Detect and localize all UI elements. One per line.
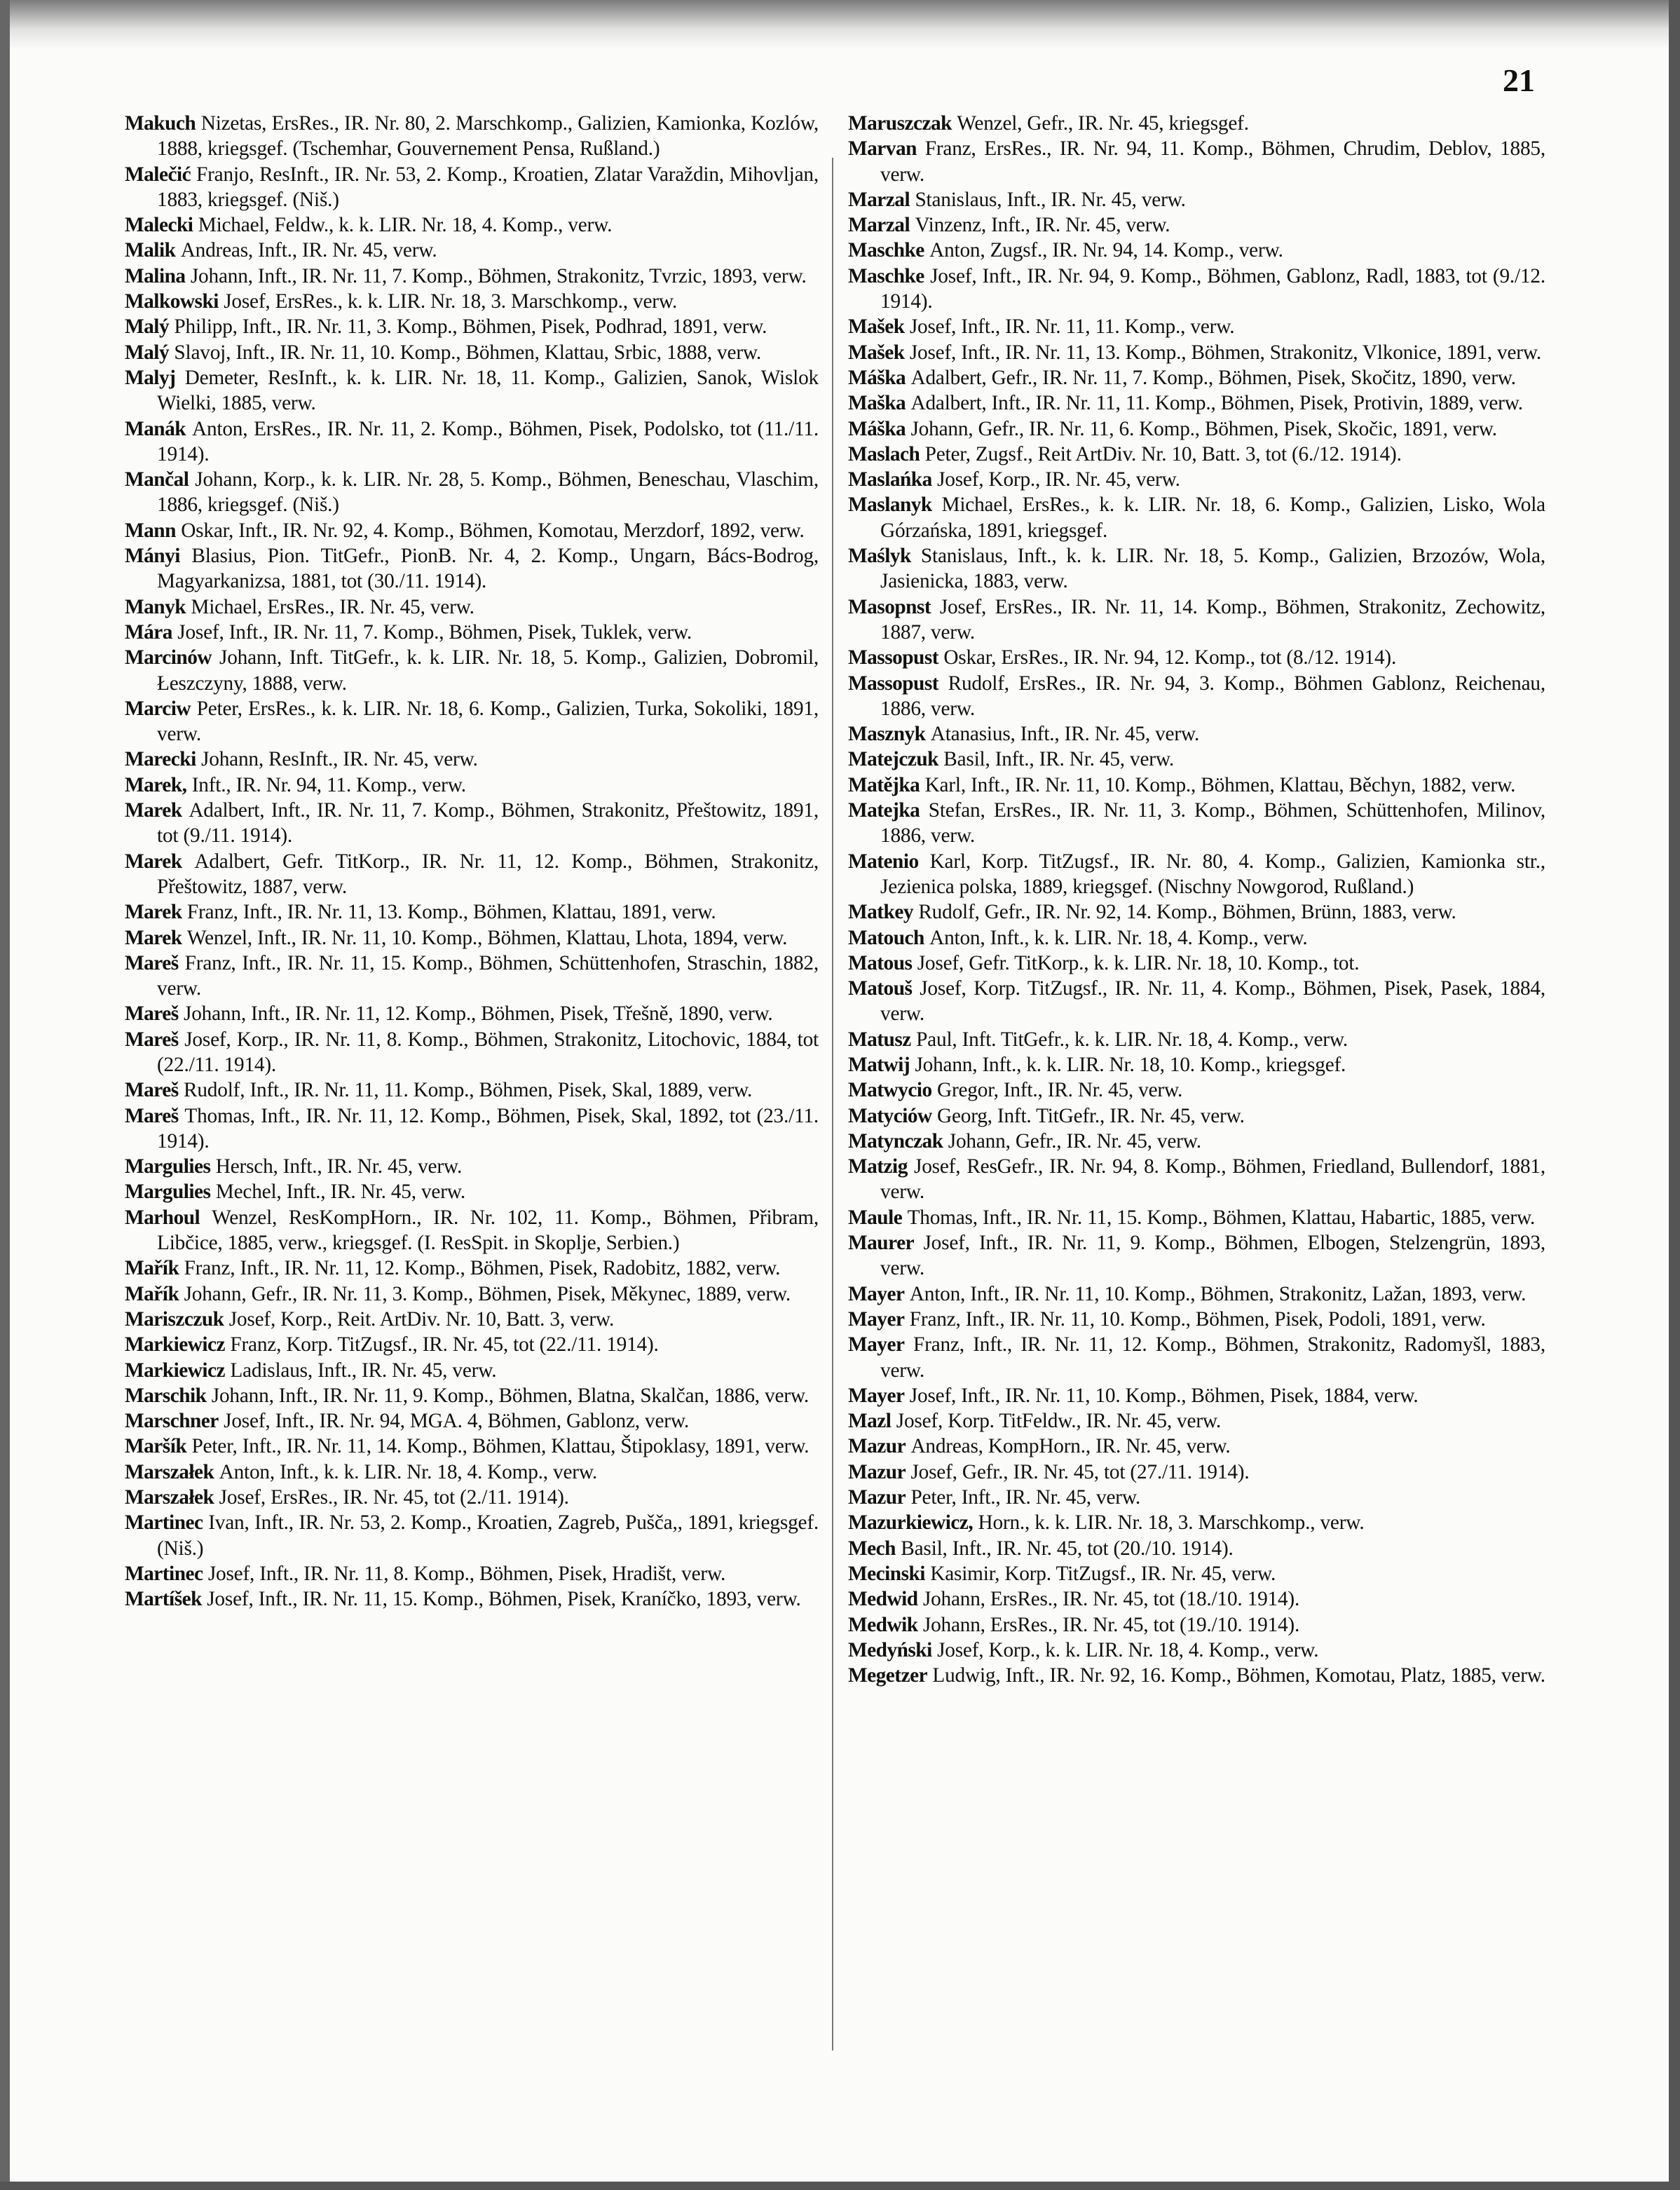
list-item — [125, 798, 819, 849]
list-item — [848, 1434, 1545, 1459]
entry-details: Franjo, ResInft., IR. Nr. 53, 2. Komp., Kroatien, Zlatar Varaždin, Mihovljan, 1883, kriegsgef. (Niš.) — [157, 163, 819, 211]
entry-details: Stanislaus, Inft., k. k. LIR. Nr. 18, 5. Komp., Galizien, Brzozów, Wola, Jasienicka, 1883, verw. — [880, 545, 1545, 593]
list-item — [125, 162, 819, 213]
entry-details: Thomas, Inft., IR. Nr. 11, 15. Komp., Böhmen, Klattau, Habartic, 1885, verw. — [907, 1206, 1536, 1229]
list-item — [848, 951, 1545, 976]
list-item — [848, 136, 1545, 187]
entry-details: Slavoj, Inft., IR. Nr. 11, 10. Komp., Böhmen, Klattau, Srbic, 1888, verw. — [174, 341, 762, 364]
list-item — [848, 721, 1545, 747]
entry-surname: Marek — [125, 850, 182, 873]
list-item — [848, 594, 1545, 646]
list-item — [848, 1460, 1545, 1485]
entry-surname: Mára — [125, 620, 172, 644]
left-column — [125, 111, 819, 1612]
entry-details: Ivan, Inft., IR. Nr. 53, 2. Komp., Kroatien, Zagreb, Pušča,, 1891, kriegsgef. (Niš.) — [157, 1511, 819, 1560]
entry-surname: Manák — [125, 417, 186, 440]
list-item — [848, 1485, 1545, 1510]
entry-surname: Markiewicz — [125, 1333, 226, 1356]
entry-surname: Matwycio — [848, 1079, 932, 1102]
list-item — [125, 467, 819, 518]
list-item — [848, 1536, 1545, 1561]
list-item — [848, 773, 1545, 798]
entry-details: Karl, Inft., IR. Nr. 11, 10. Komp., Böhmen, Klattau, Běchyn, 1882, verw. — [924, 773, 1516, 796]
entry-surname: Malina — [125, 264, 186, 287]
entry-details: Michael, ErsRes., IR. Nr. 45, verw. — [191, 595, 474, 618]
entry-details: Josef, Inft., IR. Nr. 11, 8. Komp., Böhmen, Pisek, Hradišt, verw. — [207, 1562, 726, 1585]
entry-surname: Marzal — [848, 188, 910, 211]
entry-surname: Matwij — [848, 1053, 910, 1076]
entry-surname: Marcinów — [125, 646, 212, 669]
list-item — [125, 238, 819, 263]
entry-details: Nizetas, ErsRes., IR. Nr. 80, 2. Marschkomp., Galizien, Kamionka, Kozlów, 1888, kriegsgef. (Tschemhar, Gouvernement Pensa, Rußland.) — [157, 112, 819, 161]
entry-details: Franz, Inft., IR. Nr. 11, 12. Komp., Böhmen, Strakonitz, Radomyšl, 1883, verw. — [880, 1333, 1546, 1382]
entry-surname: Matouch — [848, 926, 924, 949]
entry-details: Johann, Inft., IR. Nr. 11, 9. Komp., Böhmen, Blatna, Skalčan, 1886, verw. — [211, 1384, 810, 1407]
entry-surname: Malečić — [125, 163, 191, 186]
entry-surname: Mazur — [848, 1435, 906, 1458]
list-item — [848, 467, 1545, 492]
entry-details: Adalbert, Gefr. TitKorp., IR. Nr. 11, 12. Komp., Böhmen, Strakonitz, Přeštowitz, 1887, verw. — [157, 850, 819, 898]
entry-details: Josef, Korp. TitZugsf., IR. Nr. 11, 4. Komp., Böhmen, Pisek, Pasek, 1884, verw. — [880, 977, 1545, 1026]
entry-surname: Mařík — [125, 1282, 179, 1305]
entry-details: Oskar, Inft., IR. Nr. 92, 4. Komp., Böhmen, Komotau, Merzdorf, 1892, verw. — [181, 519, 805, 542]
list-item — [848, 671, 1545, 722]
entry-surname: Matkey — [848, 901, 914, 924]
entry-surname: Matynczak — [848, 1129, 943, 1152]
entry-surname: Malecki — [125, 214, 193, 237]
entry-details: Josef, Inft., IR. Nr. 11, 7. Komp., Böhmen, Pisek, Tuklek, verw. — [177, 620, 692, 644]
entry-surname: Maślyk — [848, 545, 911, 568]
right-column — [848, 111, 1545, 1688]
page-left-edge — [0, 0, 10, 2190]
list-item — [125, 518, 819, 543]
list-item — [848, 1077, 1545, 1103]
entry-details: Josef, Inft., IR. Nr. 94, MGA. 4, Böhmen, Gablonz, verw. — [224, 1410, 690, 1433]
entry-details: Franz, Korp. TitZugsf., IR. Nr. 45, tot (22./11. 1914). — [230, 1333, 659, 1356]
entry-surname: Maule — [848, 1206, 903, 1229]
list-item — [848, 1561, 1545, 1586]
entry-details: Adalbert, Gefr., IR. Nr. 11, 7. Komp., Böhmen, Pisek, Skočitz, 1890, verw. — [910, 366, 1516, 389]
list-item — [848, 390, 1545, 416]
entry-details: Johann, Inft., k. k. LIR. Nr. 18, 10. Komp., kriegsgef. — [915, 1053, 1346, 1076]
entry-details: Josef, Inft., IR. Nr. 11, 9. Komp., Böhmen, Elbogen, Stelzengrün, 1893, verw. — [880, 1232, 1545, 1280]
entry-details: Basil, Inft., IR. Nr. 45, verw. — [943, 748, 1175, 771]
list-item — [125, 365, 819, 416]
entry-surname: Malyj — [125, 366, 176, 389]
entry-details: Andreas, KompHorn., IR. Nr. 45, verw. — [910, 1435, 1231, 1458]
entry-surname: Medyński — [848, 1638, 932, 1661]
entry-surname: Masopnst — [848, 595, 931, 618]
entry-details: Josef, ErsRes., IR. Nr. 45, tot (2./11. 1914). — [219, 1486, 569, 1509]
list-item — [848, 365, 1545, 390]
entry-surname: Marzal — [848, 214, 910, 237]
list-item — [125, 340, 819, 365]
entry-surname: Markiewicz — [125, 1359, 226, 1382]
entry-surname: Maslanyk — [848, 494, 932, 517]
entry-details: Vinzenz, Inft., IR. Nr. 45, verw. — [915, 214, 1170, 237]
entry-surname: Mayer — [848, 1333, 905, 1356]
entry-details: Josef, Inft., IR. Nr. 11, 15. Komp., Böhmen, Pisek, Kraníčko, 1893, verw. — [207, 1588, 801, 1611]
entry-details: Adalbert, Inft., IR. Nr. 11, 11. Komp., Böhmen, Pisek, Protivin, 1889, verw. — [910, 392, 1523, 415]
entry-details: Michael, Feldw., k. k. LIR. Nr. 18, 4. Komp., verw. — [198, 214, 613, 237]
list-item — [125, 1179, 819, 1204]
entry-surname: Marek — [125, 926, 182, 949]
page-bottom-edge — [0, 2182, 1680, 2190]
entry-surname: Medwik — [848, 1613, 918, 1636]
entry-details: Franz, ErsRes., IR. Nr. 94, 11. Komp., Böhmen, Chrudim, Deblov, 1885, verw. — [880, 137, 1545, 186]
list-item — [125, 1205, 819, 1256]
entry-details: Wenzel, ResKompHorn., IR. Nr. 102, 11. Komp., Böhmen, Přibram, Libčice, 1885, verw., kriegsgef. (I. ResSpit. in Skoplje, Serbien.) — [157, 1206, 819, 1255]
list-item — [125, 1561, 819, 1586]
entry-surname: Marhoul — [125, 1206, 200, 1229]
list-item — [848, 264, 1545, 315]
entry-details: Inft., IR. Nr. 94, 11. Komp., verw. — [191, 773, 466, 796]
entry-details: Wenzel, Inft., IR. Nr. 11, 10. Komp., Böhmen, Klattau, Lhota, 1894, verw. — [186, 926, 788, 949]
entry-surname: Matejczuk — [848, 748, 938, 771]
entry-surname: Martíšek — [125, 1588, 202, 1611]
page-number: 21 — [1503, 62, 1535, 98]
entry-surname: Mařík — [125, 1257, 179, 1280]
entry-details: Mechel, Inft., IR. Nr. 45, verw. — [215, 1181, 465, 1204]
list-item — [125, 1307, 819, 1332]
entry-surname: Mareš — [125, 1079, 179, 1102]
list-item — [125, 1256, 819, 1281]
entry-surname: Mányi — [125, 545, 180, 568]
list-item — [125, 1510, 819, 1561]
entry-details: Josef, Inft., IR. Nr. 11, 11. Komp., verw. — [909, 315, 1235, 339]
entry-details: Josef, Korp. TitFeldw., IR. Nr. 45, verw. — [896, 1410, 1222, 1433]
entry-surname: Marszałek — [125, 1460, 214, 1483]
entry-details: Johann, ErsRes., IR. Nr. 45, tot (18./10. 1914). — [922, 1588, 1300, 1611]
list-item — [125, 1358, 819, 1383]
list-item — [848, 416, 1545, 442]
list-item — [125, 1434, 819, 1459]
list-item — [848, 1205, 1545, 1230]
list-item — [125, 1460, 819, 1485]
entry-surname: Medwid — [848, 1588, 918, 1611]
entry-details: Anton, ErsRes., IR. Nr. 11, 2. Komp., Böhmen, Pisek, Podolsko, tot (11./11. 1914). — [157, 417, 819, 465]
entry-details: Philipp, Inft., IR. Nr. 11, 3. Komp., Böhmen, Pisek, Podhrad, 1891, verw. — [174, 315, 767, 339]
entry-surname: Maschke — [848, 264, 924, 287]
entry-details: Stefan, ErsRes., IR. Nr. 11, 3. Komp., Böhmen, Schüttenhofen, Milinov, 1886, verw. — [880, 799, 1545, 848]
list-item — [125, 543, 819, 594]
entry-details: Franz, Inft., IR. Nr. 11, 10. Komp., Böhmen, Pisek, Podoli, 1891, verw. — [909, 1307, 1486, 1331]
list-item — [125, 951, 819, 1002]
entry-surname: Malý — [125, 315, 170, 339]
entry-surname: Mayer — [848, 1307, 905, 1331]
entry-surname: Matejka — [848, 799, 920, 822]
entry-surname: Mareš — [125, 1104, 179, 1127]
list-item — [125, 620, 819, 645]
entry-details: Rudolf, ErsRes., IR. Nr. 94, 3. Komp., Böhmen Gablonz, Reichenau, 1886, verw. — [880, 672, 1546, 720]
list-item — [125, 1154, 819, 1179]
list-item — [848, 111, 1545, 136]
entry-surname: Malkowski — [125, 290, 219, 313]
list-item — [848, 1510, 1545, 1535]
entry-details: Thomas, Inft., IR. Nr. 11, 12. Komp., Böhmen, Pisek, Skal, 1892, tot (23./11. 1914). — [157, 1104, 819, 1152]
entry-details: Anton, Zugsf., IR. Nr. 94, 14. Komp., verw. — [929, 239, 1283, 262]
entry-surname: Mayer — [848, 1384, 905, 1407]
list-item — [848, 1332, 1545, 1383]
entry-details: Johann, Inft., IR. Nr. 11, 12. Komp., Böhmen, Pisek, Třešně, 1890, verw. — [184, 1002, 773, 1026]
entry-details: Josef, Inft., IR. Nr. 11, 10. Komp., Böhmen, Pisek, 1884, verw. — [909, 1384, 1419, 1407]
entry-details: Franz, Inft., IR. Nr. 11, 13. Komp., Böhmen, Klattau, 1891, verw. — [186, 901, 716, 924]
entry-surname: Marschik — [125, 1384, 207, 1407]
list-item — [125, 1103, 819, 1155]
list-item — [848, 798, 1545, 849]
entry-surname: Mazurkiewicz, — [848, 1511, 974, 1535]
entry-details: Franz, Inft., IR. Nr. 11, 15. Komp., Böhmen, Schüttenhofen, Straschin, 1882, verw. — [157, 951, 819, 1000]
entry-surname: Maršík — [125, 1435, 187, 1458]
list-item — [125, 747, 819, 772]
entry-details: Peter, Zugsf., Reit ArtDiv. Nr. 10, Batt. 3, tot (6./12. 1914). — [924, 442, 1402, 465]
entry-surname: Margulies — [125, 1181, 211, 1204]
entry-surname: Marszałek — [125, 1486, 214, 1509]
list-item — [848, 442, 1545, 467]
entry-details: Franz, Inft., IR. Nr. 11, 12. Komp., Böhmen, Pisek, Radobitz, 1882, verw. — [184, 1257, 781, 1280]
entry-surname: Malý — [125, 341, 170, 364]
entry-details: Atanasius, Inft., IR. Nr. 45, verw. — [930, 723, 1200, 746]
list-item — [848, 925, 1545, 951]
list-item — [125, 1001, 819, 1026]
entry-surname: Malik — [125, 239, 176, 262]
entry-surname: Manyk — [125, 595, 186, 618]
entry-surname: Matenio — [848, 850, 919, 873]
entry-details: Anton, Inft., k. k. LIR. Nr. 18, 4. Komp., verw. — [929, 926, 1308, 949]
list-item — [848, 1052, 1545, 1077]
entry-surname: Matyciów — [848, 1104, 932, 1127]
entry-surname: Maruszczak — [848, 112, 952, 135]
entry-surname: Marecki — [125, 748, 196, 771]
list-item — [848, 187, 1545, 212]
list-item — [848, 1129, 1545, 1154]
list-item — [125, 594, 819, 620]
entry-surname: Máška — [848, 417, 906, 440]
list-item — [848, 645, 1545, 670]
entry-details: Johann, Inft. TitGefr., k. k. LIR. Nr. 18, 5. Komp., Galizien, Dobromil, Łeszczyny, 1888, verw. — [157, 646, 819, 695]
entry-details: Peter, Inft., IR. Nr. 11, 14. Komp., Böhmen, Klattau, Štipoklasy, 1891, verw. — [191, 1435, 810, 1458]
entry-details: Wenzel, Gefr., IR. Nr. 45, kriegsgef. — [957, 112, 1249, 135]
list-item — [125, 696, 819, 747]
list-item — [848, 492, 1545, 543]
entry-surname: Maška — [848, 392, 906, 415]
entry-surname: Matusz — [848, 1028, 911, 1051]
entry-surname: Martinec — [125, 1562, 203, 1585]
entry-details: Josef, Gefr. TitKorp., k. k. LIR. Nr. 18, 10. Komp., tot. — [917, 951, 1360, 974]
entry-details: Johann, Inft., IR. Nr. 11, 7. Komp., Böhmen, Strakonitz, Tvrzic, 1893, verw. — [190, 264, 807, 287]
entry-surname: Marciw — [125, 697, 191, 720]
entry-details: Josef, Inft., IR. Nr. 11, 13. Komp., Böhmen, Strakonitz, Vlkonice, 1891, verw. — [909, 341, 1541, 364]
list-item — [848, 1586, 1545, 1612]
list-item — [848, 1230, 1545, 1281]
list-item — [125, 416, 819, 468]
entry-surname: Mareš — [125, 951, 179, 974]
entry-details: Gregor, Inft., IR. Nr. 45, verw. — [936, 1079, 1183, 1102]
entry-surname: Matouš — [848, 977, 913, 1000]
list-item — [125, 773, 819, 798]
entry-surname: Maschke — [848, 239, 924, 262]
list-item — [848, 1663, 1545, 1688]
entry-details: Josef, Gefr., IR. Nr. 45, tot (27./11. 1914). — [910, 1460, 1250, 1483]
entry-surname: Mančal — [125, 468, 189, 491]
entry-details: Stanislaus, Inft., IR. Nr. 45, verw. — [915, 188, 1186, 211]
entry-surname: Mareš — [125, 1028, 179, 1051]
entry-details: Blasius, Pion. TitGefr., PionB. Nr. 4, 2. Komp., Ungarn, Bács-Bodrog, Magyarkanizsa, 1881, tot (30./11. 1914). — [157, 545, 819, 593]
entry-details: Adalbert, Inft., IR. Nr. 11, 7. Komp., Böhmen, Strakonitz, Přeštowitz, 1891, tot (9./11. 1914). — [157, 799, 819, 848]
list-item — [848, 238, 1545, 263]
list-item — [848, 543, 1545, 594]
entry-surname: Mecinski — [848, 1562, 925, 1585]
entry-details: Peter, ErsRes., k. k. LIR. Nr. 18, 6. Komp., Galizien, Turka, Sokoliki, 1891, verw. — [157, 697, 819, 746]
list-item — [848, 899, 1545, 925]
list-item — [848, 340, 1545, 365]
entry-surname: Mašek — [848, 341, 905, 364]
list-item — [125, 1383, 819, 1408]
entry-surname: Mareš — [125, 1002, 179, 1026]
entry-details: Johann, ResInft., IR. Nr. 45, verw. — [201, 748, 478, 771]
entry-details: Johann, ErsRes., IR. Nr. 45, tot (19./10. 1914). — [922, 1613, 1300, 1636]
entry-details: Hersch, Inft., IR. Nr. 45, verw. — [215, 1155, 463, 1178]
list-item — [848, 1638, 1545, 1663]
entry-surname: Makuch — [125, 112, 196, 135]
entry-surname: Mazl — [848, 1410, 892, 1433]
list-item — [848, 1281, 1545, 1307]
entry-details: Johann, Gefr., IR. Nr. 45, verw. — [948, 1129, 1201, 1152]
entry-surname: Máška — [848, 366, 906, 389]
entry-details: Josef, Inft., IR. Nr. 94, 9. Komp., Böhmen, Gablonz, Radl, 1883, tot (9./12. 1914). — [880, 264, 1545, 313]
entry-details: Josef, Korp., k. k. LIR. Nr. 18, 4. Komp., verw. — [937, 1638, 1319, 1661]
entry-details: Horn., k. k. LIR. Nr. 18, 3. Marschkomp., verw. — [978, 1511, 1365, 1535]
list-item — [125, 1332, 819, 1357]
list-item — [125, 264, 819, 289]
entry-details: Johann, Korp., k. k. LIR. Nr. 28, 5. Komp., Böhmen, Beneschau, Vlaschim, 1886, kriegsgef. (Niš.) — [157, 468, 819, 517]
list-item — [848, 1408, 1545, 1434]
entry-surname: Megetzer — [848, 1664, 928, 1687]
entry-details: Karl, Korp. TitZugsf., IR. Nr. 80, 4. Komp., Galizien, Kamionka str., Jezienica polska, 1889, kriegsgef. (Nischny Nowgorod, Rußland.) — [880, 850, 1545, 898]
entry-surname: Mašek — [848, 315, 905, 339]
list-item — [125, 645, 819, 696]
list-item — [848, 1612, 1545, 1638]
entry-surname: Matzig — [848, 1155, 908, 1178]
entry-surname: Margulies — [125, 1155, 211, 1178]
entry-surname: Mariszczuk — [125, 1307, 224, 1331]
list-item — [848, 1307, 1545, 1332]
entry-surname: Mazur — [848, 1460, 906, 1483]
entry-details: Michael, ErsRes., k. k. LIR. Nr. 18, 6. Komp., Galizien, Lisko, Wola Górzańska, 1891, kriegsgef. — [880, 494, 1545, 542]
entry-details: Oskar, ErsRes., IR. Nr. 94, 12. Komp., tot (8./12. 1914). — [943, 646, 1397, 669]
list-item — [848, 212, 1545, 238]
entry-details: Rudolf, Inft., IR. Nr. 11, 11. Komp., Böhmen, Pisek, Skal, 1889, verw. — [184, 1079, 753, 1102]
entry-details: Josef, ErsRes., k. k. LIR. Nr. 18, 3. Marschkomp., verw. — [224, 290, 678, 313]
list-item — [848, 1027, 1545, 1052]
entry-surname: Mazur — [848, 1486, 906, 1509]
entry-surname: Marvan — [848, 137, 917, 161]
list-item — [848, 314, 1545, 339]
entry-details: Josef, Korp., IR. Nr. 11, 8. Komp., Böhmen, Strakonitz, Litochovic, 1884, tot (22./11. 1914). — [157, 1028, 819, 1076]
entry-details: Johann, Gefr., IR. Nr. 11, 6. Komp., Böhmen, Pisek, Skočic, 1891, verw. — [910, 417, 1497, 440]
list-item — [848, 976, 1545, 1027]
entry-surname: Maslach — [848, 442, 920, 465]
entry-surname: Martinec — [125, 1511, 203, 1535]
entry-details: Basil, Inft., IR. Nr. 45, tot (20./10. 1914). — [901, 1537, 1234, 1560]
entry-details: Josef, Korp., Reit. ArtDiv. Nr. 10, Batt. 3, verw. — [228, 1307, 615, 1331]
list-item — [125, 1408, 819, 1434]
list-item — [125, 212, 819, 238]
entry-surname: Matous — [848, 951, 913, 974]
list-item — [848, 1103, 1545, 1129]
entry-details: Rudolf, Gefr., IR. Nr. 92, 14. Komp., Böhmen, Brünn, 1883, verw. — [918, 901, 1456, 924]
entry-surname: Marschner — [125, 1410, 219, 1433]
entry-surname: Masznyk — [848, 723, 926, 746]
list-item — [125, 1485, 819, 1510]
entry-surname: Maslańka — [848, 468, 932, 491]
entry-details: Johann, Gefr., IR. Nr. 11, 3. Komp., Böhmen, Pisek, Měkynec, 1889, verw. — [184, 1282, 791, 1305]
page-right-edge — [1669, 0, 1680, 2190]
entry-details: Josef, Korp., IR. Nr. 45, verw. — [937, 468, 1180, 491]
list-item — [125, 849, 819, 900]
entry-surname: Massopust — [848, 646, 938, 669]
entry-surname: Massopust — [848, 672, 938, 695]
list-item — [125, 1281, 819, 1307]
entry-details: Peter, Inft., IR. Nr. 45, verw. — [910, 1486, 1141, 1509]
list-item — [848, 849, 1545, 900]
list-item — [848, 1383, 1545, 1408]
list-item — [848, 1154, 1545, 1205]
entry-surname: Mann — [125, 519, 176, 542]
entry-details: Demeter, ResInft., k. k. LIR. Nr. 18, 11. Komp., Galizien, Sanok, Wislok Wielki, 1885, verw. — [157, 366, 819, 415]
entry-details: Ludwig, Inft., IR. Nr. 92, 16. Komp., Böhmen, Komotau, Platz, 1885, verw. — [932, 1664, 1545, 1687]
entry-surname: Marek, — [125, 773, 187, 796]
entry-surname: Mayer — [848, 1282, 905, 1305]
entry-details: Josef, ErsRes., IR. Nr. 11, 14. Komp., Böhmen, Strakonitz, Zechowitz, 1887, verw. — [880, 595, 1545, 644]
page-top-shadow — [0, 0, 1680, 49]
entry-surname: Marek — [125, 901, 182, 924]
entry-surname: Marek — [125, 799, 182, 822]
entry-details: Georg, Inft. TitGefr., IR. Nr. 45, verw. — [936, 1104, 1245, 1127]
entry-surname: Matějka — [848, 773, 920, 796]
list-item — [125, 1586, 819, 1612]
list-item — [125, 1027, 819, 1078]
list-item — [125, 314, 819, 339]
entry-details: Josef, ResGefr., IR. Nr. 94, 8. Komp., Böhmen, Friedland, Bullendorf, 1881, verw. — [880, 1155, 1545, 1204]
list-item — [125, 111, 819, 162]
list-item — [125, 899, 819, 925]
entry-details: Ladislaus, Inft., IR. Nr. 45, verw. — [230, 1359, 497, 1382]
entry-details: Kasimir, Korp. TitZugsf., IR. Nr. 45, verw. — [930, 1562, 1276, 1585]
list-item — [125, 289, 819, 314]
entry-surname: Mech — [848, 1537, 896, 1560]
entry-details: Andreas, Inft., IR. Nr. 45, verw. — [180, 239, 437, 262]
column-divider — [832, 158, 833, 2050]
list-item — [125, 925, 819, 951]
list-item — [125, 1077, 819, 1103]
list-item — [848, 747, 1545, 772]
entry-details: Anton, Inft., IR. Nr. 11, 10. Komp., Böhmen, Strakonitz, Lažan, 1893, verw. — [909, 1282, 1527, 1305]
entry-details: Paul, Inft. TitGefr., k. k. LIR. Nr. 18, 4. Komp., verw. — [916, 1028, 1348, 1051]
entry-surname: Maurer — [848, 1232, 915, 1255]
entry-details: Anton, Inft., k. k. LIR. Nr. 18, 4. Komp., verw. — [219, 1460, 598, 1483]
